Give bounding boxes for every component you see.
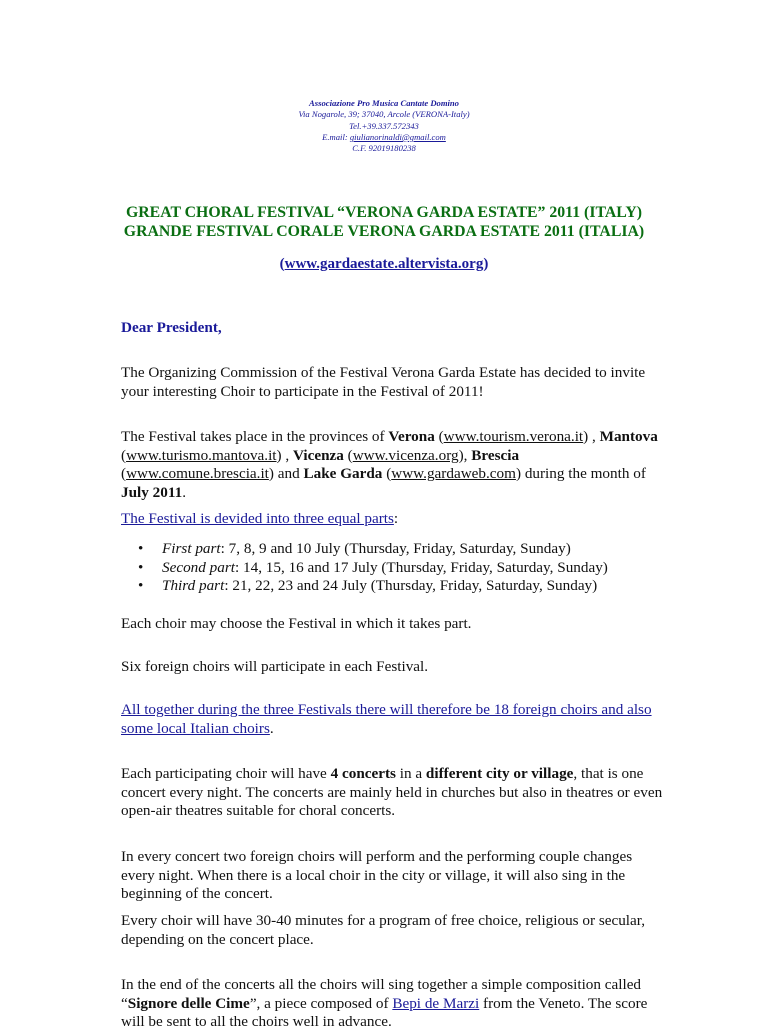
part-dates: : 14, 15, 16 and 17 July (Thursday, Friday, Saturday, Sunday) bbox=[234, 558, 608, 576]
paragraph-locations: The Festival takes place in the provinces of Verona (www.tourism.verona.it) , Mantova (www.turismo.mantova.it) , Vicenza (www.vicenza.org), Brescia (www.comune.brescia.it) and Lake Garda (www.gardaweb.com) during the month of July 2011. bbox=[121, 428, 658, 501]
part-label: Second part bbox=[162, 558, 235, 576]
letterhead bbox=[0, 98, 768, 154]
text: : bbox=[393, 510, 399, 527]
composer-name: Bepi de Marzi bbox=[392, 994, 480, 1012]
city-vicenza: Vicenza bbox=[292, 446, 344, 464]
link-gardaweb[interactable]: www.gardaweb.com bbox=[391, 465, 516, 482]
city-verona: Verona bbox=[388, 428, 435, 445]
parts-heading: The Festival is devided into three equal parts bbox=[121, 510, 394, 527]
text: , that is one concert every night. The concerts are mainly held in churches but also in theatres or even open-air theatres suitable for choral concerts. bbox=[121, 765, 663, 819]
link-mantova[interactable]: www.turismo.mantova.it bbox=[126, 446, 277, 464]
list-item bbox=[121, 540, 608, 559]
text: in a bbox=[395, 765, 426, 782]
list-item bbox=[121, 559, 608, 578]
email-label: E.mail: bbox=[322, 131, 350, 142]
paragraph-performance: In every concert two foreign choirs will perform and the performing couple changes every night. When there is a local choir in the city or village, it will also sing in the beginning of the concert. bbox=[121, 848, 633, 902]
organization-tax-code: C.F. 92019180238 bbox=[352, 143, 416, 154]
song-title: Signore delle Cime bbox=[127, 994, 250, 1012]
venue-type: different city or village bbox=[425, 765, 574, 782]
paragraph-choice: Each choir may choose the Festival in which it takes part. bbox=[121, 615, 472, 632]
paragraph-concerts bbox=[121, 765, 666, 821]
greeting: Dear President, bbox=[121, 319, 222, 336]
paragraph-total-choirs bbox=[121, 701, 666, 738]
festival-month: July 2011 bbox=[121, 483, 183, 501]
city-mantova: Mantova bbox=[599, 428, 658, 445]
website-link[interactable]: www.gardaestate.altervista.org bbox=[284, 256, 484, 272]
bullet-icon: • bbox=[138, 577, 144, 594]
paragraph-parts-heading bbox=[121, 510, 666, 529]
festival-parts-list bbox=[121, 540, 608, 596]
text: from the Veneto. The score will be sent to all the choirs well in advance. bbox=[121, 994, 648, 1030]
total-choirs-text: All together during the three Festivals there will therefore be 18 foreign choirs and also some local Italian choirs bbox=[121, 701, 652, 737]
list-item bbox=[121, 577, 608, 596]
title-italian: GRANDE FESTIVAL CORALE VERONA GARDA ESTATE 2011 (ITALIA) bbox=[123, 222, 645, 240]
concert-count: 4 concerts bbox=[330, 765, 396, 782]
organization-address: Via Nogarole, 39; 37040, Arcole (VERONA-Italy) bbox=[298, 109, 470, 120]
link-verona[interactable]: www.tourism.verona.it bbox=[443, 428, 584, 445]
paragraph-six-choirs: Six foreign choirs will participate in each Festival. bbox=[121, 658, 429, 675]
paragraph-program: Every choir will have 30-40 minutes for a program of free choice, religious or secular, depending on the concert place. bbox=[121, 912, 646, 948]
text: Each participating choir will have bbox=[121, 765, 331, 782]
organization-email-line bbox=[0, 132, 768, 143]
text: and bbox=[277, 465, 304, 482]
city-brescia: Brescia bbox=[471, 446, 520, 464]
website-paren-close: ) bbox=[483, 256, 489, 272]
bullet-icon: • bbox=[138, 558, 144, 576]
text: ”, a piece composed of bbox=[249, 994, 393, 1012]
part-dates: : 21, 22, 23 and 24 July (Thursday, Friday, Saturday, Sunday) bbox=[224, 577, 598, 594]
part-label: Third part bbox=[162, 577, 225, 594]
website-paren-open: ( bbox=[279, 256, 285, 272]
lake-garda: Lake Garda bbox=[303, 465, 383, 482]
text: The Festival takes place in the provinces of bbox=[121, 428, 389, 445]
text: In the end of the concerts all the choirs will sing together a simple composition called “ bbox=[121, 976, 642, 1012]
organization-phone: Tel.+39.337.572343 bbox=[349, 120, 419, 131]
paragraph-invitation: The Organizing Commission of the Festival Verona Garda Estate has decided to invite your interesting Choir to participate in the Festival of 2011! bbox=[121, 364, 646, 400]
festival-title bbox=[0, 204, 768, 241]
text: during the month of bbox=[521, 465, 646, 482]
festival-website bbox=[0, 256, 768, 273]
part-label: First part bbox=[162, 540, 221, 557]
email-link[interactable]: giulianorinaldi@gmail.com bbox=[349, 131, 446, 142]
part-dates: : 7, 8, 9 and 10 July (Thursday, Friday, Saturday, Sunday) bbox=[220, 540, 571, 557]
bullet-icon: • bbox=[138, 540, 144, 557]
link-brescia[interactable]: www.comune.brescia.it bbox=[126, 465, 269, 482]
title-english: GREAT CHORAL FESTIVAL “VERONA GARDA ESTATE” 2011 (ITALY) bbox=[125, 204, 642, 221]
link-vicenza[interactable]: www.vicenza.org bbox=[352, 446, 459, 464]
organization-name: Associazione Pro Musica Cantate Domino bbox=[309, 98, 459, 108]
text: . bbox=[182, 483, 186, 501]
paragraph-finale bbox=[121, 976, 666, 1032]
text: . bbox=[269, 719, 274, 737]
